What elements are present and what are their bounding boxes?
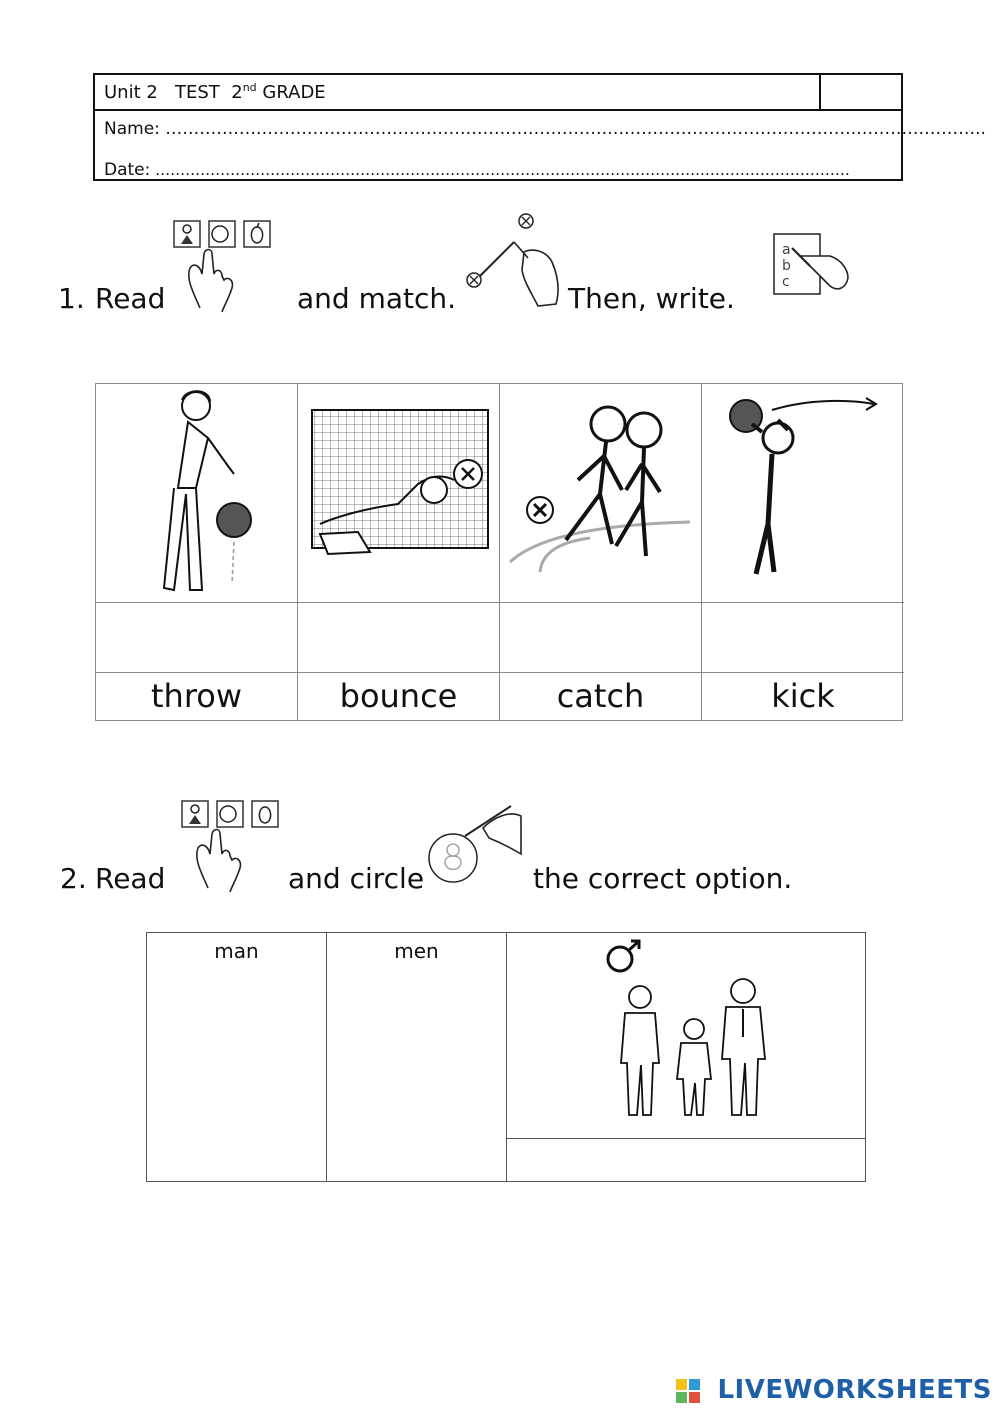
date-dots: ……………………………………………………………………………………………….………………………… (155, 161, 850, 179)
name-label: Name: (104, 119, 160, 139)
exercise1-match: and match. (297, 282, 457, 315)
three-males-picture (507, 933, 865, 1138)
name-dots: …………………………………………………………………….…………………………………….………………….. (165, 119, 986, 139)
liveworksheets-brand[interactable]: LIVEWORKSHEETS (717, 1375, 992, 1405)
exercise1-column (702, 384, 904, 720)
exercise1-read: Read (95, 282, 166, 315)
boy-bouncing-ball-picture (96, 384, 297, 602)
svg-text:b: b (782, 258, 791, 274)
reading-icon (172, 218, 276, 314)
word-bounce[interactable]: bounce (339, 677, 458, 715)
word-throw[interactable]: throw (150, 677, 243, 715)
score-cell[interactable] (819, 75, 901, 109)
exercise2-number: 2. (60, 862, 87, 895)
date-line[interactable] (104, 160, 850, 180)
date-label: Date: (104, 160, 151, 180)
word-catch[interactable]: catch (556, 677, 645, 715)
exercise1-column (298, 384, 500, 720)
exercise1-column (500, 384, 702, 720)
exercise2-table (146, 932, 866, 1182)
circling-icon (425, 798, 525, 888)
option-men[interactable]: men (394, 939, 439, 963)
writing-icon (770, 230, 852, 302)
exercise1-table (95, 383, 903, 721)
option-cell-man[interactable] (147, 933, 327, 1181)
answer-line (507, 1138, 865, 1139)
exercise1-column (96, 384, 298, 720)
matching-icon (462, 210, 566, 310)
kids-kicking-ball-picture (500, 384, 701, 602)
reading-icon (180, 798, 284, 894)
exercise2-rest: the correct option. (533, 862, 793, 895)
option-cell-men[interactable] (327, 933, 507, 1181)
exercise2-circle: and circle (288, 862, 425, 895)
goalkeeper-catching-ball-picture (298, 384, 499, 602)
person-throwing-ball-picture (702, 384, 904, 602)
svg-text:c: c (782, 274, 790, 290)
exercise2-read: Read (95, 862, 166, 895)
option-man[interactable]: man (214, 939, 259, 963)
exercise1-write: Then, write. (568, 282, 735, 315)
test-title: Unit 2 TEST 2nd GRADE (104, 81, 326, 103)
svg-text:a: a (782, 242, 791, 258)
word-kick[interactable]: kick (771, 677, 835, 715)
liveworksheets-logo-icon (676, 1379, 700, 1403)
header-box (93, 73, 986, 181)
header-title-row (95, 75, 901, 111)
exercise1-number: 1. (58, 282, 85, 315)
name-line[interactable] (104, 119, 986, 139)
